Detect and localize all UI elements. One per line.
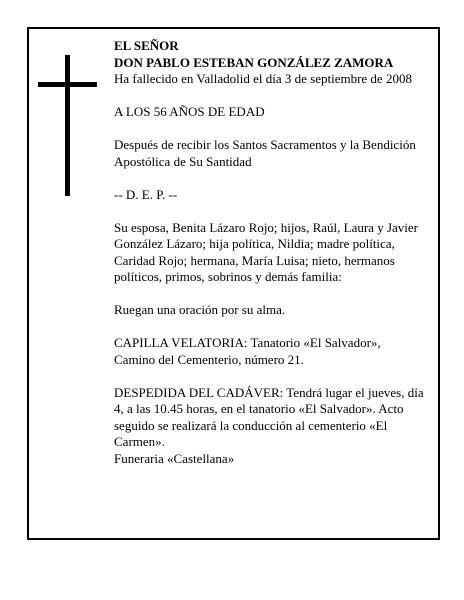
rip-line: -- D. E. P. -- — [114, 186, 178, 202]
deceased-name: DON PABLO ESTEBAN GONZÁLEZ ZAMORA — [114, 54, 394, 70]
cross-icon — [65, 55, 70, 196]
obituary-text — [114, 38, 424, 467]
sacraments-line: Después de recibir los Santos Sacramentos y la Bendición Apostólica de Su Santidad — [114, 137, 416, 169]
farewell-text: Tendrá lugar el jueves, día 4, a las 10.45 horas, en el tanatorio «El Salvador». Acto seguido se realizará la conducción al cementerio «El Carmen». — [114, 384, 424, 449]
death-notice: Ha fallecido en Valladolid el día 3 de septiembre de 2008 — [114, 71, 412, 86]
chapel-label: CAPILLA VELATORIA: — [114, 335, 248, 350]
prayer-line: Ruegan una oración por su alma. — [114, 302, 286, 317]
chapel-paragraph — [114, 335, 424, 368]
age-line: A LOS 56 AÑOS DE EDAD — [114, 104, 265, 119]
funeral-home: Funeraria «Castellana» — [114, 450, 235, 466]
chapel-text: Tanatorio «El Salvador», Camino del Cementerio, número 21. — [114, 335, 381, 367]
cross-icon-bar — [38, 82, 97, 87]
family-paragraph: Su esposa, Benita Lázaro Rojo; hijos, Raúl, Laura y Javier González Lázaro; hija política, Nildia; madre política, Caridad Rojo; hermana, María Luisa; nieto, hermanos políticos, primos, sobrinos y demás familia: — [114, 219, 418, 284]
farewell-paragraph — [114, 385, 424, 451]
title-line: EL SEÑOR — [114, 38, 179, 53]
farewell-label: DESPEDIDA DEL CADÁVER: — [114, 384, 284, 400]
